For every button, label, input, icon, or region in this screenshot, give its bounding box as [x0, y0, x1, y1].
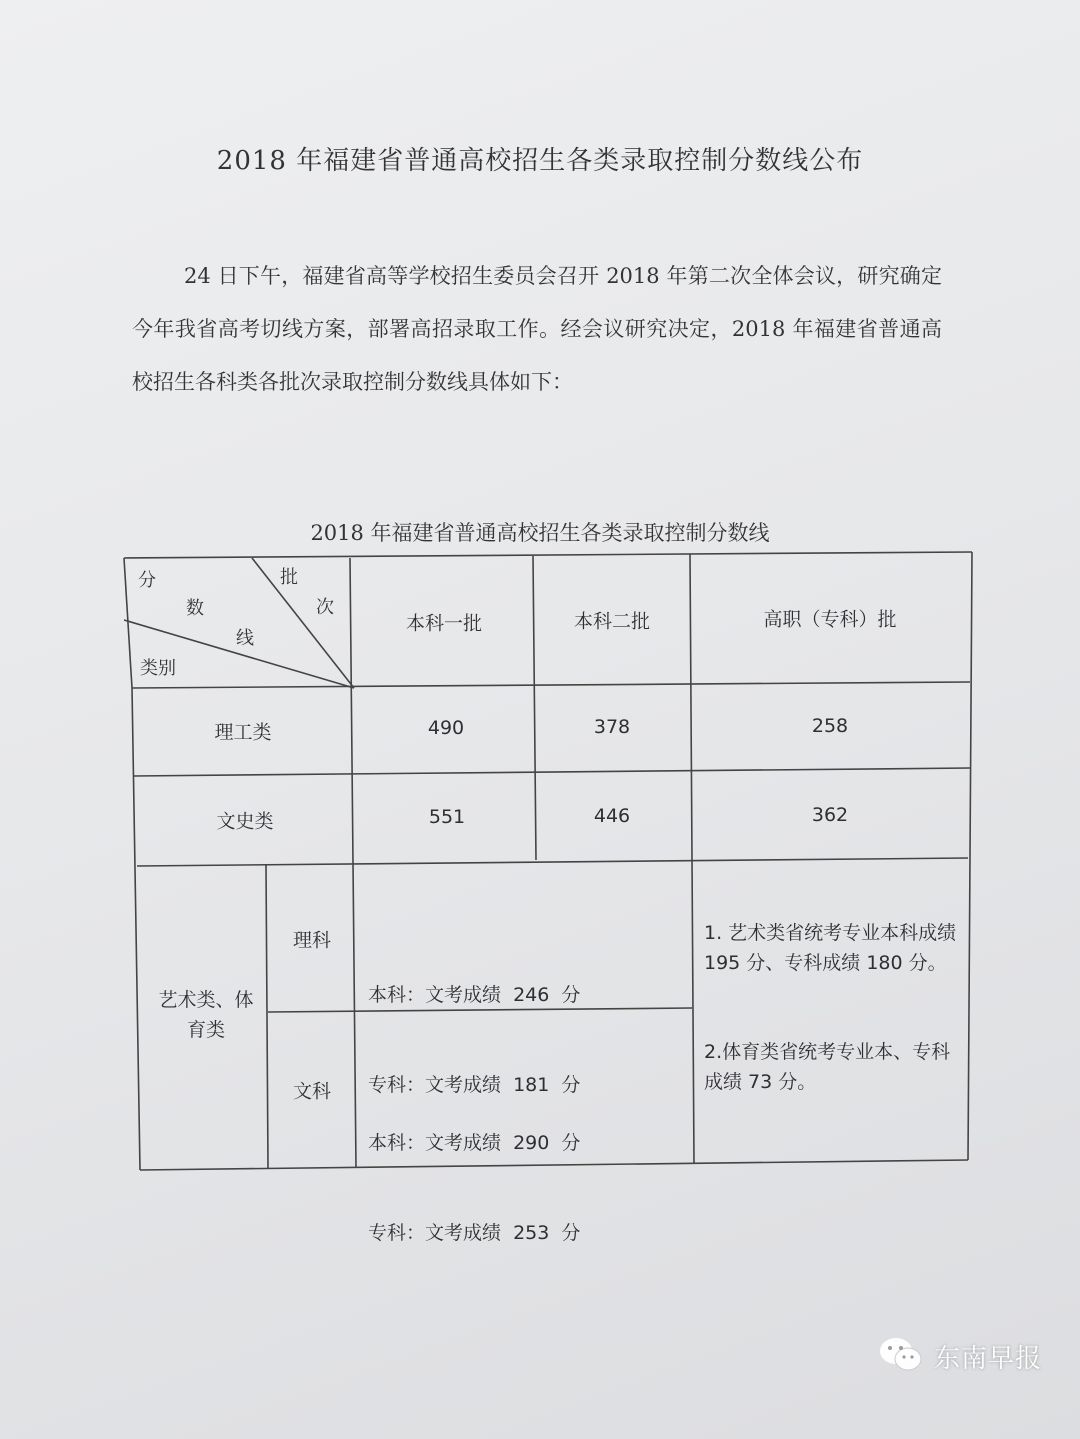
header-bottom-border	[132, 682, 970, 688]
row-science-vocational: 258	[811, 715, 849, 737]
row2-bottom-border	[137, 858, 968, 866]
table-top-border	[124, 552, 972, 558]
col3-border	[690, 554, 694, 1164]
table-caption: 2018 年福建省普通高校招生各类录取控制分数线	[310, 521, 770, 545]
wechat-icon	[878, 1335, 924, 1377]
corner-label-shu: 数	[186, 598, 204, 619]
arts-science-label: 理科	[292, 929, 332, 952]
corner-label-xian: 线	[236, 628, 254, 649]
col2-border	[533, 556, 536, 860]
source-watermark	[878, 1334, 1042, 1378]
arts-science-undergrad: 本科：文考成绩 246 分	[368, 984, 581, 1006]
arts-liberal-scores	[368, 1068, 580, 1308]
row-science-batch2: 378	[593, 716, 631, 738]
col1-border	[350, 558, 356, 1168]
row-arts-label: 艺术类、体育类	[158, 989, 254, 1041]
row1-bottom-border	[134, 768, 970, 776]
row-liberal-batch1: 551	[428, 806, 466, 828]
corner-label-category: 类别	[140, 658, 176, 679]
table-right-border	[968, 552, 972, 1160]
header-left-border	[124, 558, 132, 688]
arts-science-junior: 专科：文考成绩 181 分	[368, 1074, 581, 1096]
table-left-border	[132, 688, 140, 1170]
corner-label-fen: 分	[138, 570, 156, 591]
arts-note-2: 2.体育类省统考专业本、专科成绩 73 分。	[704, 1041, 951, 1093]
arts-sub-col-border	[266, 865, 268, 1168]
header-vocational: 高职（专科）批	[763, 608, 897, 631]
header-batch-2: 本科二批	[573, 610, 651, 633]
watermark-text: 东南早报	[934, 1343, 1043, 1374]
row-science-label: 理工类	[214, 721, 272, 744]
arts-note-1: 1. 艺术类省统考专业本科成绩 195 分、专科成绩 180 分。	[704, 922, 957, 974]
row-liberal-label: 文史类	[216, 810, 274, 833]
corner-diagonal-2	[252, 558, 354, 688]
row-liberal-batch2: 446	[593, 805, 631, 827]
row-liberal-vocational: 362	[811, 804, 849, 826]
document-title: 2018 年福建省普通高校招生各类录取控制分数线公布	[216, 146, 864, 176]
arts-liberal-undergrad: 本科：文考成绩 290 分	[368, 1132, 581, 1154]
corner-label-pi: 批	[280, 567, 298, 588]
header-batch-1: 本科一批	[405, 612, 483, 635]
arts-liberal-junior: 专科：文考成绩 253 分	[368, 1222, 581, 1244]
row-science-batch1: 490	[427, 717, 465, 739]
corner-label-ci: 次	[316, 597, 334, 618]
arts-liberal-label: 文科	[292, 1080, 332, 1103]
intro-paragraph: 24 日下午，福建省高等学校招生委员会召开 2018 年第二次全体会议，研究确定今年我省高考切线方案，部署高招录取工作。经会议研究决定，2018 年福建省普通高校招生各科类各批次录取控制分数线具体如下：	[132, 264, 942, 394]
